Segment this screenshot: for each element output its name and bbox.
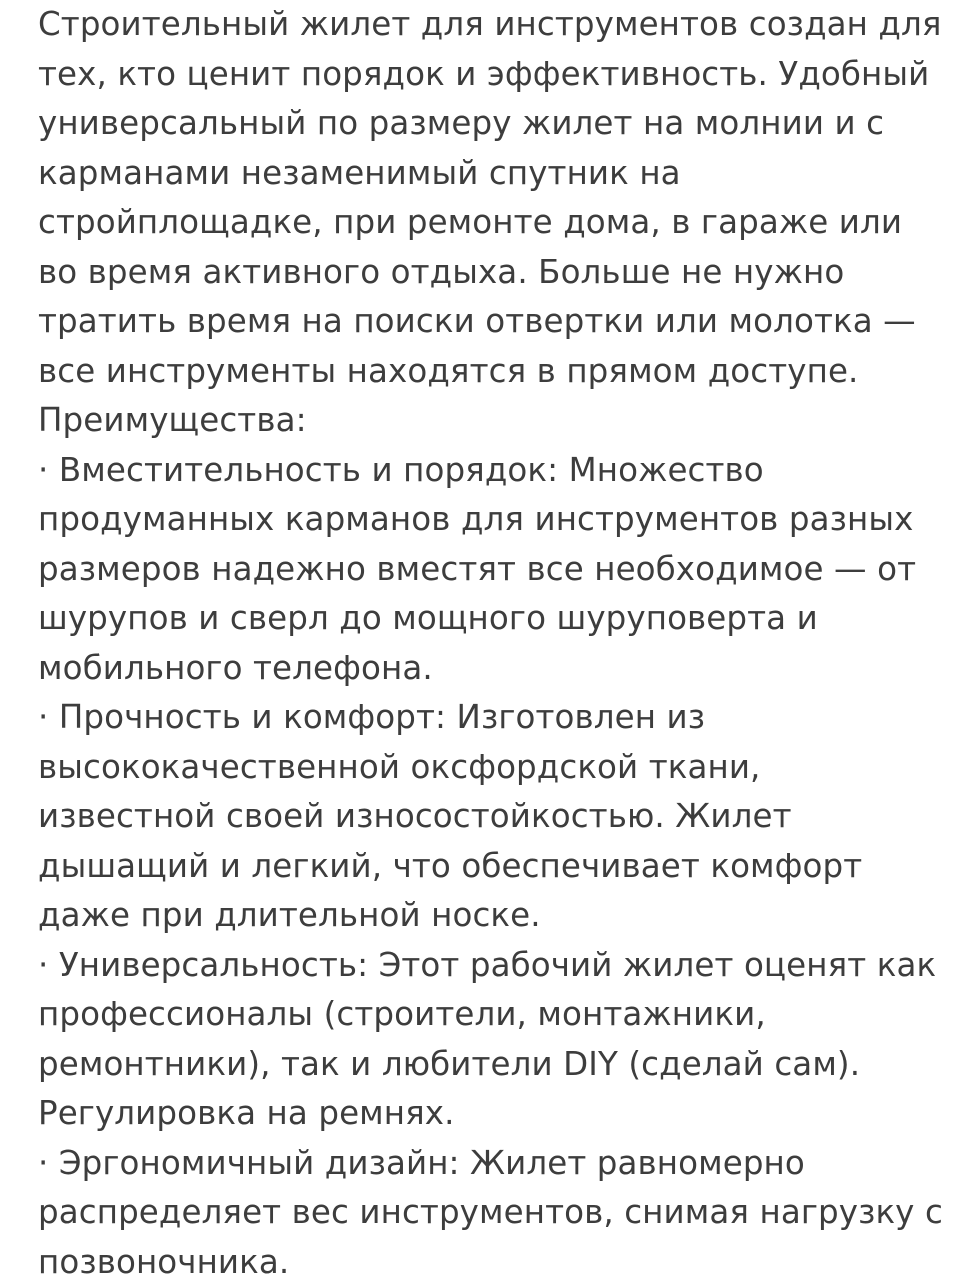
description-bullet-durability: · Прочность и комфорт: Изготовлен из высококачественной оксфордской ткани, известной своей износостойкостью. Жилет дышащий и легкий, что обеспечивает комфорт даже при длительной носке.: [38, 693, 944, 941]
description-bullet-capacity: · Вместительность и порядок: Множество продуманных карманов для инструментов разных размеров надежно вместят все необходимое — от шурупов и сверл до мощного шуруповерта и мобильного телефона.: [38, 446, 944, 694]
product-description-body: [38, 0, 944, 1287]
description-bullet-versatility: · Универсальность: Этот рабочий жилет оценят как профессионалы (строители, монтажники, ремонтники), так и любители DIY (сделай сам). Регулировка на ремнях.: [38, 941, 944, 1139]
description-paragraph-intro: Строительный жилет для инструментов создан для тех, кто ценит порядок и эффективность. Удобный универсальный по размеру жилет на молнии и с карманами незаменимый спутник на стройплощадке, при ремонте дома, в гараже или во время активного отдыха. Больше не нужно тратить время на поиски отвертки или молотка — все инструменты находятся в прямом доступе.: [38, 0, 944, 396]
description-bullet-ergonomics: · Эргономичный дизайн: Жилет равномерно распределяет вес инструментов, снимая нагрузку с позвоночника.: [38, 1139, 944, 1287]
description-heading-advantages: Преимущества:: [38, 396, 944, 446]
